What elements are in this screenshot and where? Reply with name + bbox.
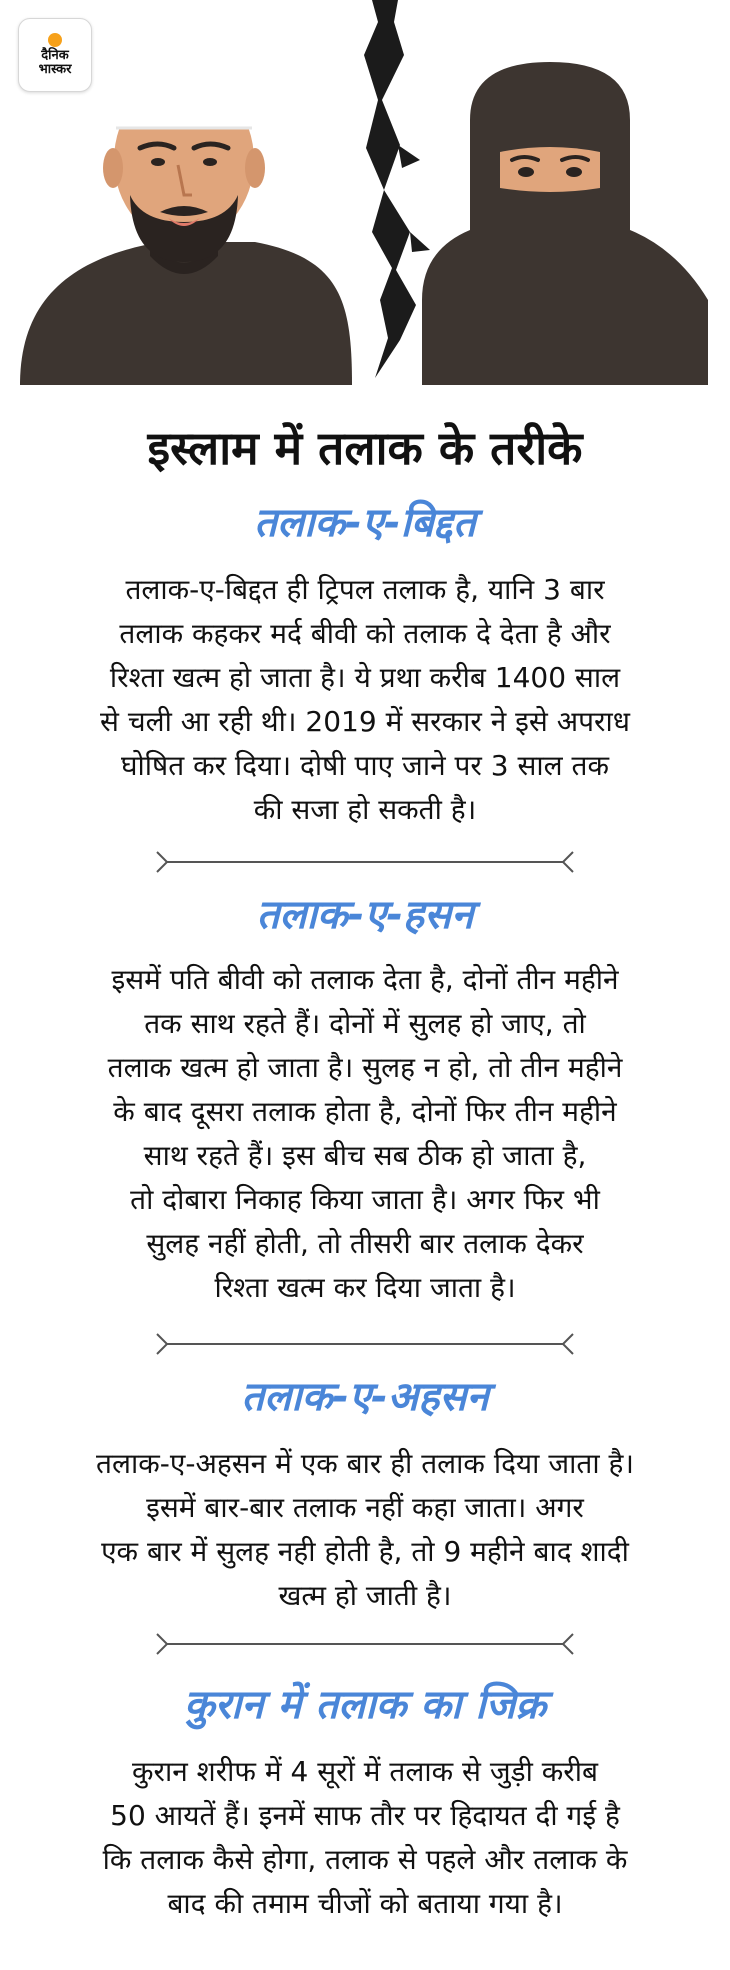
woman-illustration: [422, 62, 708, 385]
text-line: बाद की तमाम चीजों को बताया गया है।: [167, 1887, 563, 1920]
dainik-bhaskar-logo: [18, 18, 92, 92]
section-body-talaq-e-hasan: [30, 958, 700, 1310]
section-heading-quran-mein-talaq: कुरान में तलाक का जिक्र: [183, 1682, 547, 1728]
text-line: के बाद दूसरा तलाक होता है, दोनों फिर तीन महीने: [113, 1095, 617, 1128]
section-heading-talaq-e-biddat: तलाक-ए-बिद्दत: [254, 500, 476, 546]
section-body-talaq-e-ahsan: [30, 1442, 700, 1618]
crack-illustration: [364, 0, 430, 378]
text-line: साथ रहते हैं। इस बीच सब ठीक हो जाता है,: [143, 1139, 587, 1172]
text-line: से चली आ रही थी। 2019 में सरकार ने इसे अपराध: [100, 705, 630, 738]
section-heading-talaq-e-hasan: तलाक-ए-हसन: [256, 892, 474, 938]
couple-split-illustration: [0, 0, 730, 410]
text-line: रिश्ता खत्म हो जाता है। ये प्रथा करीब 1400 साल: [109, 661, 621, 694]
text-line: घोषित कर दिया। दोषी पाए जाने पर 3 साल तक: [120, 749, 610, 782]
logo-text-line1: दैनिक: [41, 48, 69, 63]
text-line: तलाक-ए-अहसन में एक बार ही तलाक दिया जाता है।: [96, 1447, 634, 1480]
text-line: इसमें पति बीवी को तलाक देता है, दोनों तीन महीने: [111, 963, 619, 996]
section-divider: [155, 1332, 575, 1356]
text-line: एक बार में सुलह नही होती है, तो 9 महीने बाद शादी: [101, 1535, 629, 1568]
section-divider: [155, 1632, 575, 1656]
text-line: कि तलाक कैसे होगा, तलाक से पहले और तलाक के: [102, 1843, 628, 1876]
text-line: कुरान शरीफ में 4 सूरों में तलाक से जुड़ी करीब: [132, 1755, 598, 1788]
text-line: तो दोबारा निकाह किया जाता है। अगर फिर भी: [130, 1183, 600, 1216]
text-line: खत्म हो जाती है।: [278, 1579, 452, 1612]
text-line: तलाक कहकर मर्द बीवी को तलाक दे देता है और: [119, 617, 611, 650]
text-line: की सजा हो सकती है।: [253, 793, 477, 826]
logo-text-line2: भास्कर: [38, 62, 72, 77]
section-body-quran-mein-talaq: [30, 1750, 700, 1926]
text-line: 50 आयतें हैं। इनमें साफ तौर पर हिदायत दी गई है: [110, 1799, 620, 1832]
text-line: सुलह नहीं होती, तो तीसरी बार तलाक देकर: [146, 1227, 584, 1260]
logo-sun-icon: [48, 33, 62, 47]
text-line: इसमें बार-बार तलाक नहीं कहा जाता। अगर: [146, 1491, 584, 1524]
section-heading-talaq-e-ahsan: तलाक-ए-अहसन: [241, 1374, 489, 1420]
text-line: तलाक खत्म हो जाता है। सुलह न हो, तो तीन महीने: [107, 1051, 623, 1084]
text-line: तलाक-ए-बिद्दत ही ट्रिपल तलाक है, यानि 3 बार: [125, 573, 605, 606]
hero-illustration: [0, 0, 730, 410]
text-line: तक साथ रहते हैं। दोनों में सुलह हो जाए, तो: [144, 1007, 586, 1040]
section-divider: [155, 850, 575, 874]
text-line: रिश्ता खत्म कर दिया जाता है।: [214, 1271, 516, 1304]
page-title: इस्लाम में तलाक के तरीके: [147, 421, 583, 475]
section-body-talaq-e-biddat: [30, 568, 700, 832]
